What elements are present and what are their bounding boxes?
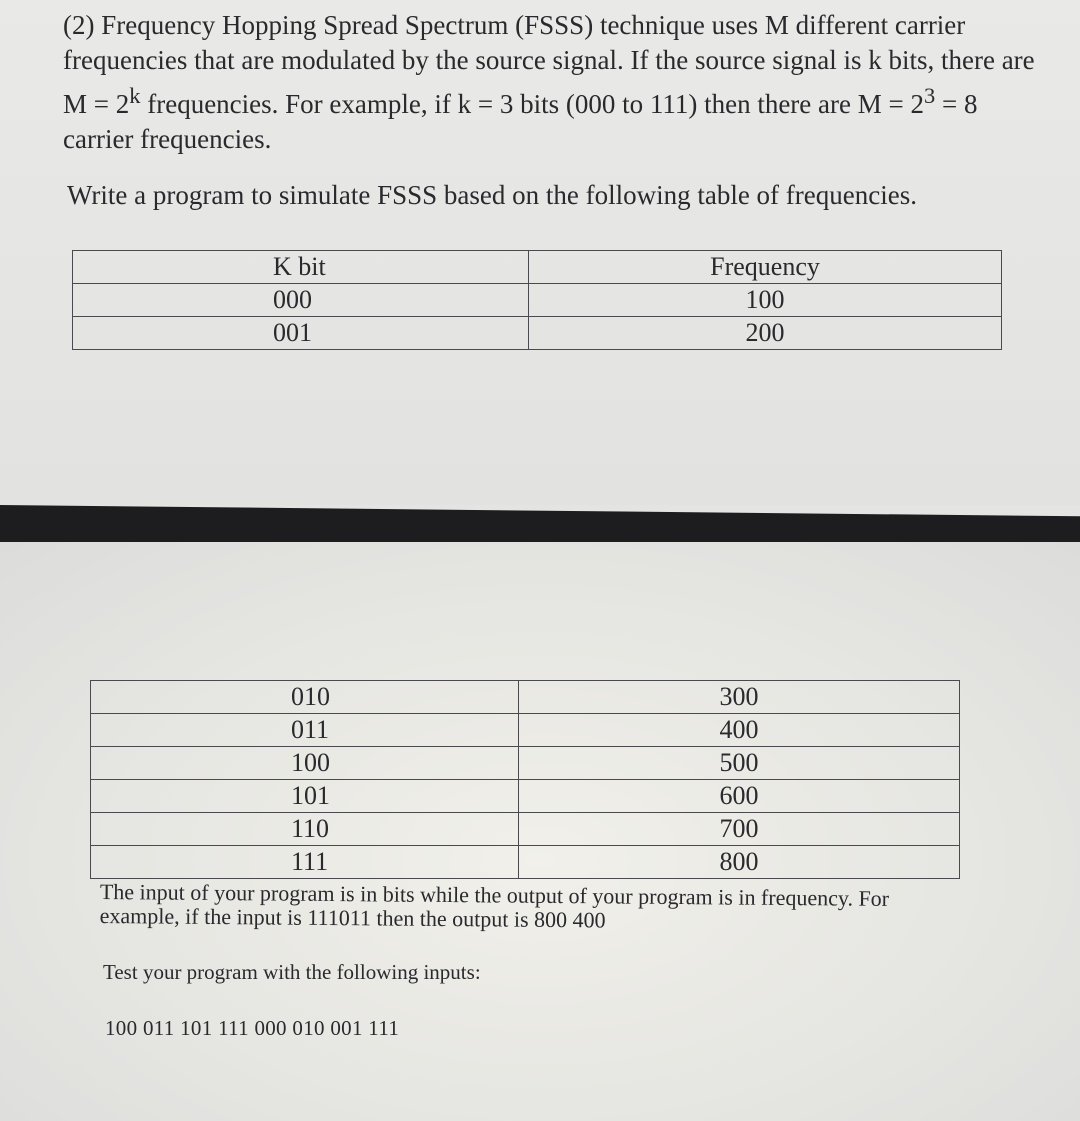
table-header-row [73,251,1002,284]
table-row [91,747,960,780]
k-bit-cell: 000 [73,284,529,317]
table-row [91,846,960,879]
frequency-cell: 400 [519,714,960,747]
k-bit-cell: 111 [91,846,519,879]
exponent-3: 3 [923,83,936,108]
program-note: The input of your program is in bits while the output of your program is in frequency. For example, if the input is 111011 then the output is 800 400 [99,879,890,933]
k-bit-cell: 010 [91,681,519,714]
k-bit-cell: 001 [73,317,529,350]
intro-text-part3: = 8 carrier frequencies. [63,89,978,154]
intro-text-part1: (2) Frequency Hopping Spread Spectrum (FSSS) technique uses M different carrier frequencies that are modulated by the source signal. If the source signal is k bits, there are M = 2 [63,10,1035,119]
table-row [91,714,960,747]
table-row [91,681,960,714]
k-bit-cell: 011 [91,714,519,747]
frequency-table-bottom [90,680,960,879]
frequency-cell: 500 [519,747,960,780]
test-input-bits: 100 011 101 111 000 010 001 111 [105,1016,400,1040]
intro-text-part2: frequencies. For example, if k = 3 bits (000 to 111) then there are M = 2 [140,89,924,119]
instruction-text: Write a program to simulate FSSS based on the following table of frequencies. [67,180,917,210]
frequency-cell: 700 [519,813,960,846]
table-row [91,813,960,846]
table-row [73,284,1002,317]
table-row [73,317,1002,350]
header-frequency: Frequency [529,251,1002,284]
frequency-table-top [72,250,1002,350]
exponent-k: k [129,83,141,108]
k-bit-cell: 100 [91,747,519,780]
k-bit-cell: 101 [91,780,519,813]
intro-paragraph [63,8,1053,157]
frequency-cell: 600 [519,780,960,813]
table-row [91,780,960,813]
header-k-bit: K bit [73,251,529,284]
frequency-cell: 100 [529,284,1002,317]
frequency-cell: 800 [519,846,960,879]
test-label: Test your program with the following inputs: [103,960,481,984]
frequency-cell: 300 [519,681,960,714]
k-bit-cell: 110 [91,813,519,846]
frequency-cell: 200 [529,317,1002,350]
